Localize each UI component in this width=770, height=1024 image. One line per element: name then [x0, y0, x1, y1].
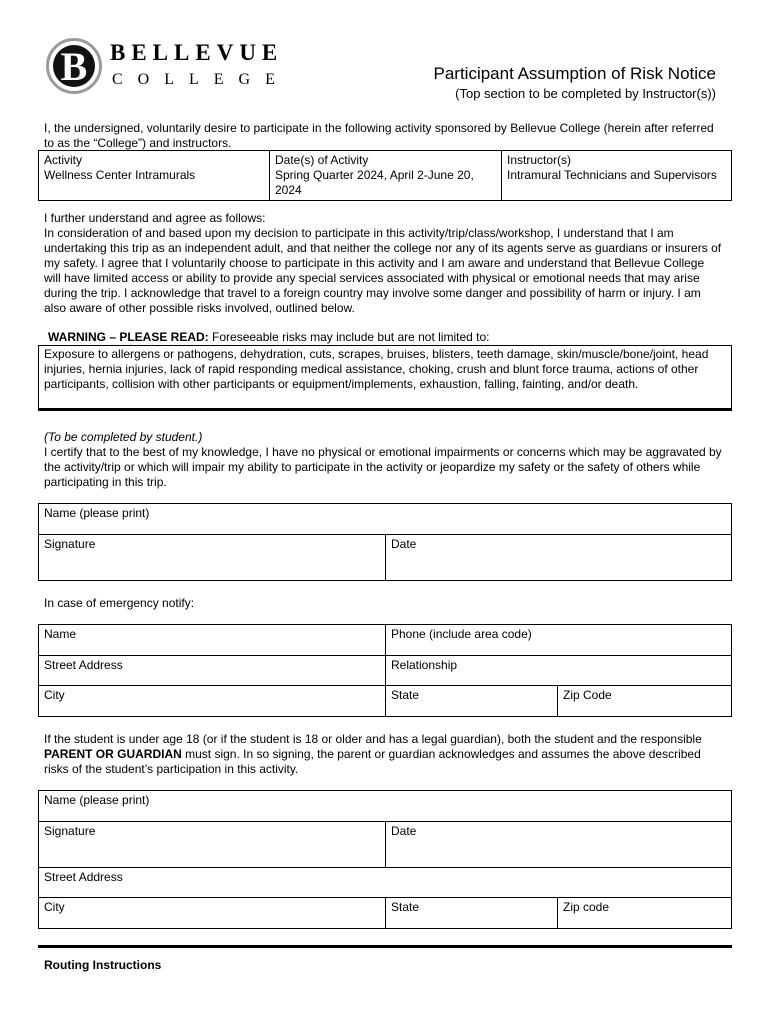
routing-instructions: Routing Instructions	[44, 958, 162, 972]
intro-paragraph: I, the undersigned, voluntarily desire to participate in the following activity sponsored by Bellevue College (herein after referred to as the “College”) and instructors.	[44, 121, 714, 150]
guardian-state-label: State	[391, 900, 420, 914]
emergency-phone-field[interactable]	[386, 625, 732, 656]
emergency-name-field[interactable]	[39, 625, 386, 656]
agreement-body: In consideration of and based upon my decision to participate in this activity/trip/class/workshop, I understand that I am undertaking this trip as an independent adult, and that neither the college nor any of its agents serve as guardians or insurers of my safety. I agree that I voluntarily choose to participate in this activity and I am aware and understand that Bellevue College will have limited access or ability to provide any special services associated with physical or emotional needs that may arise during the trip. I acknowledge that travel to a foreign country may involve some danger and possibility of harm or injury. I am also aware of other possible risks involved, outlined below.	[44, 226, 722, 315]
college-logo-emblem	[46, 38, 102, 94]
emergency-street-label: Street Address	[44, 658, 123, 672]
guardian-signature-field[interactable]	[39, 822, 386, 868]
student-signature-label: Signature	[44, 537, 96, 551]
guardian-city-label: City	[44, 900, 65, 914]
emergency-city-label: City	[44, 688, 65, 702]
student-signature-field[interactable]	[39, 535, 386, 581]
student-sign-table	[38, 503, 732, 581]
guardian-text-after: must sign. In so signing, the parent or guardian acknowledges and assumes the above described risks of the student’s participation in this activity.	[44, 747, 701, 776]
dates-value: Spring Quarter 2024, April 2-June 20, 2024	[275, 168, 474, 197]
page-title: Participant Assumption of Risk Notice	[433, 64, 716, 83]
student-date-label: Date	[391, 537, 417, 551]
risks-text: Exposure to allergens or pathogens, dehydration, cuts, scrapes, bruises, blisters, teeth damage, skin/muscle/bone/joint, head injuries, hernia injuries, lack of rapid responding medical assistance, choking, crush and blunt force trauma, actions of other participants, collision with other participants or equipment/implements, exhaustion, falling, fainting, and/or death.	[44, 347, 709, 391]
emergency-street-field[interactable]	[39, 656, 386, 686]
page-subtitle: (Top section to be completed by Instructor(s))	[455, 86, 716, 101]
activity-value: Wellness Center Intramurals	[44, 168, 196, 182]
guardian-zip-label: Zip code	[563, 900, 610, 914]
emergency-table	[38, 624, 732, 717]
emergency-city-field[interactable]	[39, 686, 386, 717]
guardian-paragraph	[44, 732, 724, 777]
logo-letter: B	[60, 44, 88, 89]
student-name-label: Name (please print)	[44, 506, 150, 520]
emergency-state-field[interactable]	[386, 686, 558, 717]
emergency-relationship-label: Relationship	[391, 658, 458, 672]
guardian-sign-table	[38, 790, 732, 929]
student-certify: I certify that to the best of my knowledge, I have no physical or emotional impairments or concerns which may be aggravated by the activity/trip or which will impair my ability to participate in the activity or jeopardize my safety or the safety of others while participating in this trip.	[44, 445, 722, 489]
guardian-name-field[interactable]	[39, 791, 732, 822]
warning-label: WARNING – PLEASE READ:	[48, 330, 209, 344]
dates-cell	[270, 151, 502, 201]
student-name-field[interactable]	[39, 504, 732, 535]
guardian-date-label: Date	[391, 824, 417, 838]
dates-label: Date(s) of Activity	[275, 153, 369, 167]
guardian-date-field[interactable]	[386, 822, 732, 868]
student-heading: (To be completed by student.)	[44, 430, 203, 444]
warning-intro: Foreseeable risks may include but are not limited to:	[212, 330, 490, 344]
activity-cell	[39, 151, 270, 201]
instructor-label: Instructor(s)	[507, 153, 572, 167]
guardian-name-label: Name (please print)	[44, 793, 150, 807]
footer-divider	[38, 945, 732, 948]
instructor-value: Intramural Technicians and Supervisors	[507, 168, 717, 182]
guardian-signature-label: Signature	[44, 824, 96, 838]
guardian-street-field[interactable]	[39, 868, 732, 898]
logo-college-sub: COLLEGE	[112, 71, 290, 88]
guardian-text-before: If the student is under age 18 (or if the student is 18 or older and has a legal guardian), both the student and the responsible	[44, 732, 702, 746]
agreement-heading: I further understand and agree as follows:	[44, 211, 266, 225]
emergency-zip-field[interactable]	[558, 686, 732, 717]
warning-line	[48, 330, 728, 345]
emergency-phone-label: Phone (include area code)	[391, 627, 532, 641]
emergency-name-label: Name	[44, 627, 77, 641]
emergency-relationship-field[interactable]	[386, 656, 732, 686]
activity-label: Activity	[44, 153, 83, 167]
emergency-heading: In case of emergency notify:	[44, 596, 195, 610]
logo-college-name: BELLEVUE	[110, 40, 284, 65]
guardian-street-label: Street Address	[44, 870, 123, 884]
guardian-emphasis: PARENT OR GUARDIAN	[44, 747, 182, 761]
student-date-field[interactable]	[386, 535, 732, 581]
emergency-state-label: State	[391, 688, 420, 702]
guardian-city-field[interactable]	[39, 898, 386, 929]
instructor-cell	[502, 151, 732, 201]
guardian-state-field[interactable]	[386, 898, 558, 929]
guardian-zip-field[interactable]	[558, 898, 732, 929]
risks-box	[38, 345, 732, 411]
emergency-zip-label: Zip Code	[563, 688, 612, 702]
activity-table	[38, 150, 732, 201]
